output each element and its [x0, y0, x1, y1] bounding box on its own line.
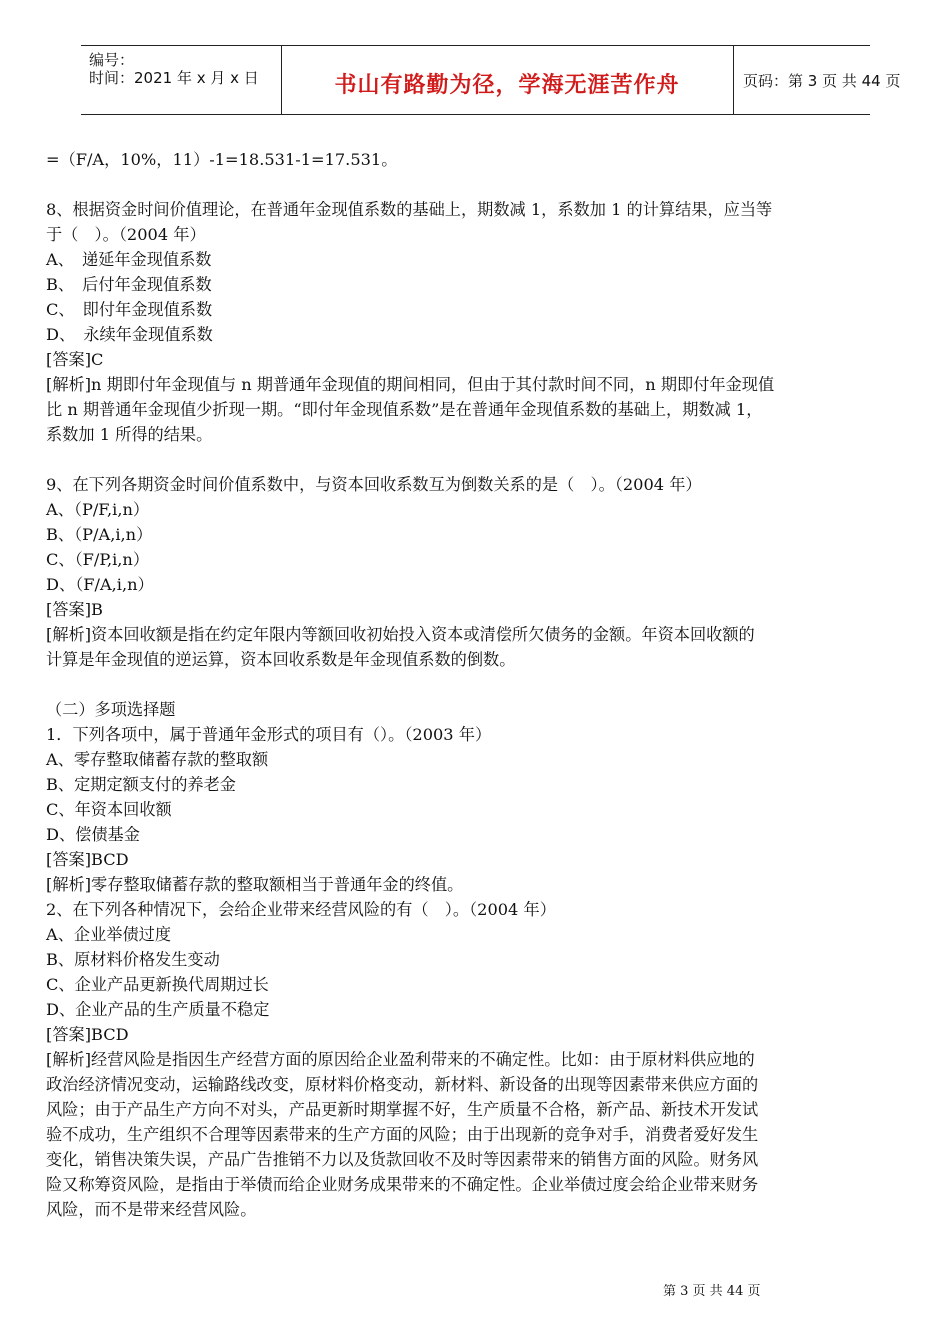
text-line: B、（P/A,i,n） [46, 525, 153, 544]
text-line: =（F/A，10%，11）-1=18.531-1=17.531。 [46, 150, 398, 169]
text-line: B、 后付年金现值系数 [46, 275, 212, 294]
text-line: C、（F/P,i,n） [46, 550, 150, 569]
text-line: 险又称筹资风险，是指由于举债而给企业财务成果带来的不确定性。企业举债过度会给企业带来财务 [46, 1175, 759, 1194]
text-line: [解析]n 期即付年金现值与 n 期普通年金现值的期间相同，但由于其付款时间不同，n 期即付年金现值 [46, 375, 775, 394]
page-header [81, 45, 901, 115]
text-line: 8、根据资金时间价值理论，在普通年金现值系数的基础上，期数减 1，系数加 1 的计算结果，应当等 [46, 200, 773, 219]
text-line: B、原材料价格发生变动 [46, 950, 220, 969]
text-line: 1．下列各项中，属于普通年金形式的项目有（）。（2003 年） [46, 725, 492, 744]
text-line: [答案]C [46, 350, 104, 369]
text-line: 于（ ）。（2004 年） [46, 225, 206, 244]
text-line: D、偿债基金 [46, 825, 140, 844]
text-line: A、零存整取储蓄存款的整取额 [46, 750, 269, 769]
text-line: 系数加 1 所得的结果。 [46, 425, 213, 444]
text-line: D、企业产品的生产质量不稳定 [46, 1000, 270, 1019]
text-line: B、定期定额支付的养老金 [46, 775, 236, 794]
header-page-info: 页码：第 3 页 共 44 页 [743, 72, 901, 90]
document-date-label: 时间：2021 年 x 月 x 日 [89, 69, 259, 87]
text-line: 政治经济情况变动，运输路线改变，原材料价格变动，新材料、新设备的出现等因素带来供应方面的 [46, 1075, 759, 1094]
text-line: 计算是年金现值的逆运算，资本回收系数是年金现值系数的倒数。 [46, 650, 516, 669]
text-line: A、企业举债过度 [46, 925, 172, 944]
text-line: 比 n 期普通年金现值少折现一期。“即付年金现值系数”是在普通年金现值系数的基础上，期数减 1， [46, 400, 763, 419]
document-body [46, 147, 906, 1222]
text-line: [解析]经营风险是指因生产经营方面的原因给企业盈利带来的不确定性。比如：由于原材料供应地的 [46, 1050, 755, 1069]
text-line: 验不成功，生产组织不合理等因素带来的生产方面的风险；由于出现新的竞争对手，消费者爱好发生 [46, 1125, 759, 1144]
page-footer: 第 3 页 共 44 页 [663, 1284, 761, 1299]
text-line: 风险；由于产品生产方向不对头，产品更新时期掌握不好，生产质量不合格，新产品、新技术开发试 [46, 1100, 759, 1119]
text-line: 变化，销售决策失误，产品广告推销不力以及货款回收不及时等因素带来的销售方面的风险。财务风 [46, 1150, 759, 1169]
text-line: （二）多项选择题 [46, 700, 176, 719]
text-line: 风险，而不是带来经营风险。 [46, 1200, 257, 1219]
paragraph-gap [46, 672, 906, 697]
paragraph-gap [46, 172, 906, 197]
header-motto-cell [281, 46, 734, 114]
header-motto: 书山有路勤为径，学海无涯苦作舟 [334, 73, 680, 98]
text-line: A、 递延年金现值系数 [46, 250, 212, 269]
text-line: [答案]BCD [46, 1025, 129, 1044]
text-line: C、 即付年金现值系数 [46, 300, 213, 319]
text-line: A、（P/F,i,n） [46, 500, 150, 519]
text-line: D、（F/A,i,n） [46, 575, 154, 594]
text-line: [解析]资本回收额是指在约定年限内等额回收初始投入资本或清偿所欠债务的金额。年资本回收额的 [46, 625, 755, 644]
paragraph-gap [46, 447, 906, 472]
text-line: 9、在下列各期资金时间价值系数中，与资本回收系数互为倒数关系的是（ ）。（2004 年） [46, 475, 702, 494]
text-line: [答案]BCD [46, 850, 129, 869]
text-line: D、 永续年金现值系数 [46, 325, 213, 344]
text-line: [答案]B [46, 600, 103, 619]
text-line: 2、在下列各种情况下，会给企业带来经营风险的有（ ）。（2004 年） [46, 900, 556, 919]
header-page-cell [733, 46, 901, 114]
document-number-label: 编号： [89, 51, 135, 69]
text-line: C、年资本回收额 [46, 800, 172, 819]
text-line: [解析]零存整取储蓄存款的整取额相当于普通年金的终值。 [46, 875, 464, 894]
text-line: C、企业产品更新换代周期过长 [46, 975, 269, 994]
header-left-cell [81, 46, 282, 114]
